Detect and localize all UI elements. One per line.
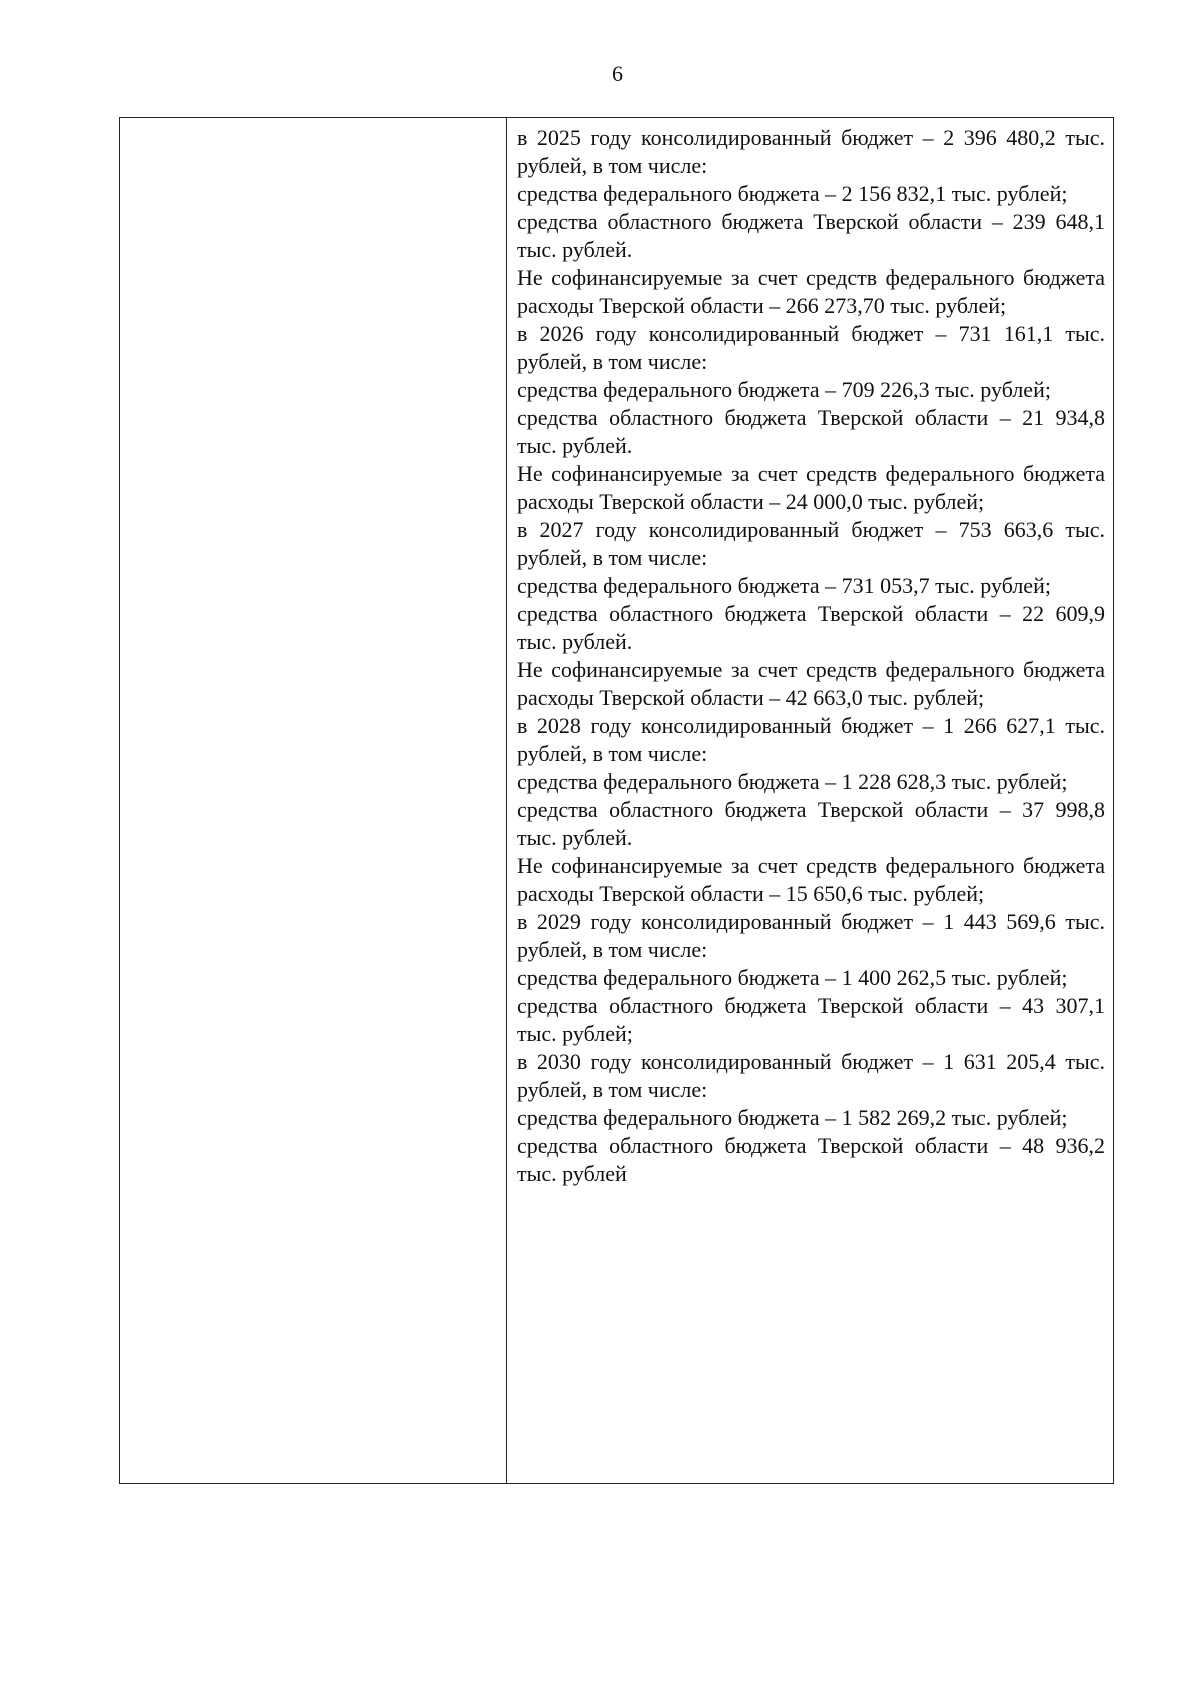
paragraph: средства федерального бюджета – 1 582 269,2 тыс. рублей;: [517, 1105, 1068, 1130]
paragraph: в 2026 году консолидированный бюджет – 731 161,1 тыс. рублей, в том числе:: [517, 321, 1105, 374]
paragraph: средства областного бюджета Тверской области – 22 609,9 тыс. рублей.: [517, 601, 1105, 654]
paragraph: средства федерального бюджета – 1 228 628,3 тыс. рублей;: [517, 769, 1068, 794]
paragraph: средства федерального бюджета – 2 156 832,1 тыс. рублей;: [517, 181, 1068, 206]
paragraph: средства федерального бюджета – 1 400 262,5 тыс. рублей;: [517, 965, 1068, 990]
paragraph: средства федерального бюджета – 731 053,7 тыс. рублей;: [517, 573, 1051, 598]
paragraph: в 2029 году консолидированный бюджет – 1 443 569,6 тыс. рублей, в том числе:: [517, 909, 1105, 962]
paragraph: средства федерального бюджета – 709 226,3 тыс. рублей;: [517, 377, 1051, 402]
paragraph: в 2030 году консолидированный бюджет – 1 631 205,4 тыс. рублей, в том числе:: [517, 1049, 1105, 1102]
paragraph: средства областного бюджета Тверской области – 48 936,2 тыс. рублей: [517, 1133, 1105, 1186]
paragraph: средства областного бюджета Тверской области – 43 307,1 тыс. рублей;: [517, 993, 1105, 1046]
paragraph: Не софинансируемые за счет средств федерального бюджета расходы Тверской области – 42 663,0 тыс. рублей;: [517, 657, 1105, 710]
table-right-cell: [507, 118, 1113, 1483]
paragraph: средства областного бюджета Тверской области – 239 648,1 тыс. рублей.: [517, 209, 1105, 262]
paragraph: средства областного бюджета Тверской области – 37 998,8 тыс. рублей.: [517, 797, 1105, 850]
paragraph: средства областного бюджета Тверской области – 21 934,8 тыс. рублей.: [517, 405, 1105, 458]
paragraph: Не софинансируемые за счет средств федерального бюджета расходы Тверской области – 24 000,0 тыс. рублей;: [517, 461, 1105, 514]
page-number: 6: [612, 61, 623, 86]
document-table: [119, 117, 1114, 1484]
paragraph: Не софинансируемые за счет средств федерального бюджета расходы Тверской области – 266 273,70 тыс. рублей;: [517, 265, 1105, 318]
paragraph: в 2025 году консолидированный бюджет – 2 396 480,2 тыс. рублей, в том числе:: [517, 125, 1105, 178]
paragraph: в 2027 году консолидированный бюджет – 753 663,6 тыс. рублей, в том числе:: [517, 517, 1105, 570]
table-left-cell: [120, 118, 507, 1483]
paragraph: в 2028 году консолидированный бюджет – 1 266 627,1 тыс. рублей, в том числе:: [517, 713, 1105, 766]
paragraph: Не софинансируемые за счет средств федерального бюджета расходы Тверской области – 15 650,6 тыс. рублей;: [517, 853, 1105, 906]
